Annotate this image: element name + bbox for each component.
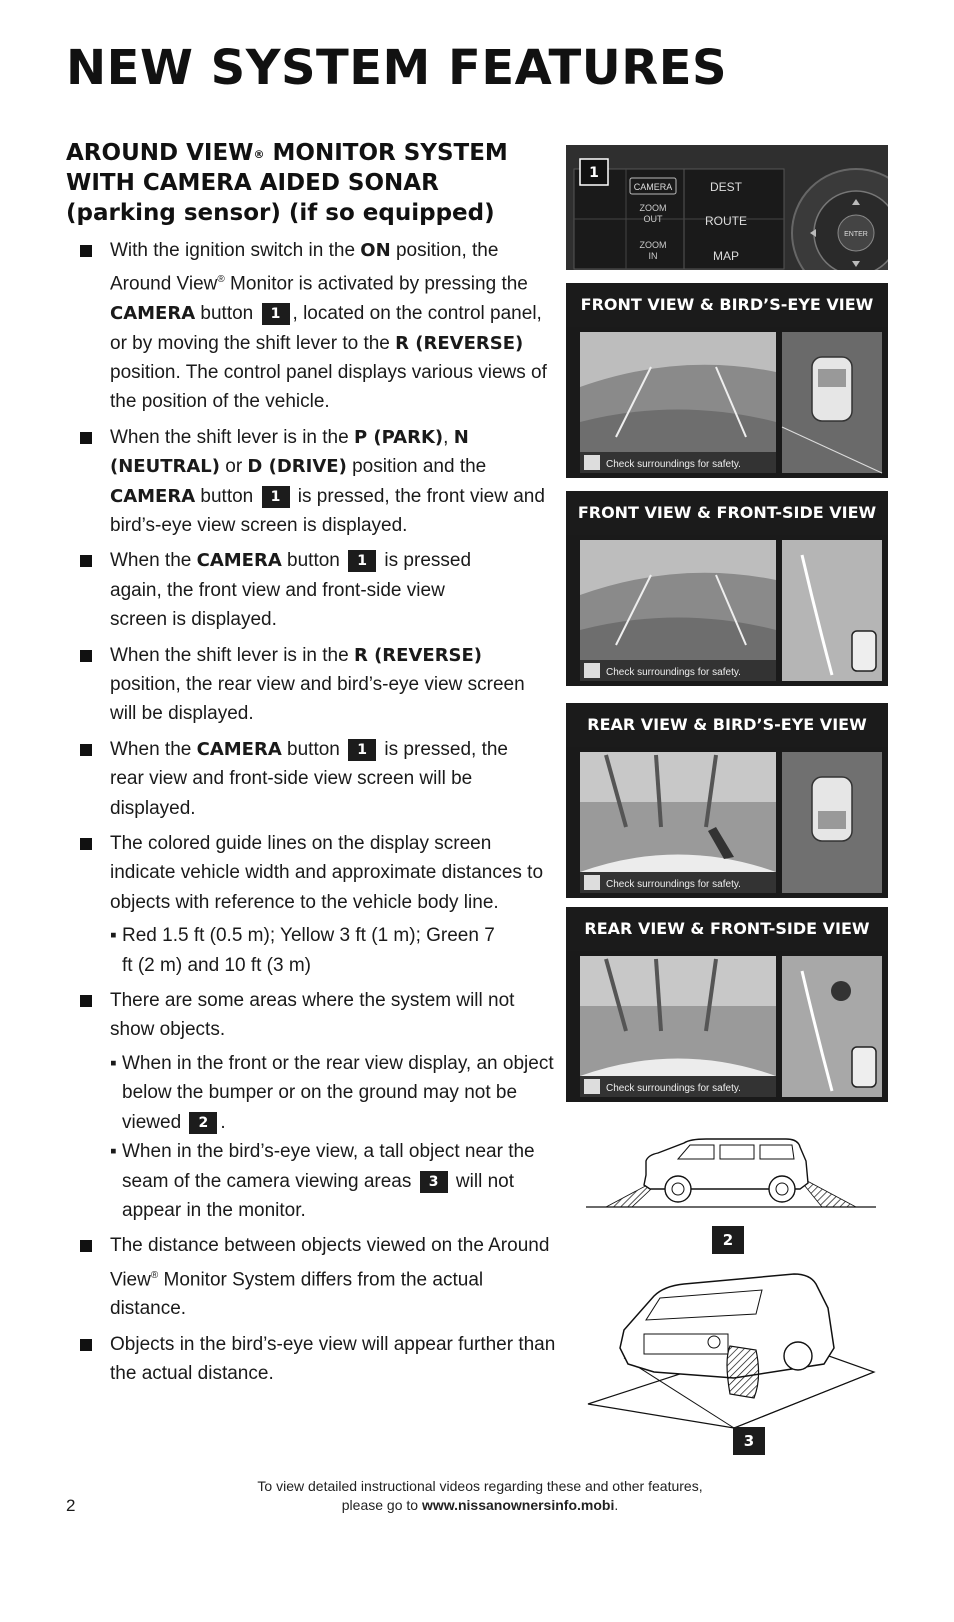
bullet-guide-lines: The colored guide lines on the display screen indicate vehicle width and approximate distances to objects with reference to the vehicle body line. xyxy=(78,829,556,917)
zoom-in-label-2: IN xyxy=(648,251,658,261)
feature-list xyxy=(78,236,556,1395)
bullet-reverse: When the shift lever is in the R (REVERSE) position, the rear view and bird’s-eye view screen will be displayed. xyxy=(78,641,556,729)
map-button-label: MAP xyxy=(712,249,740,263)
zoom-in-label-1: ZOOM xyxy=(639,240,667,250)
bullet-rear-side: When the CAMERA button 1 is pressed, the rear view and front-side view screen will be displayed. xyxy=(78,735,556,823)
callout-badge: 3 xyxy=(420,1171,448,1193)
callout-badge: 1 xyxy=(348,550,376,572)
page-title: NEW SYSTEM FEATURES xyxy=(66,40,728,96)
view-rear-birdseye xyxy=(566,703,888,898)
page-number: 2 xyxy=(66,1496,76,1515)
footer-line1: To view detailed instructional videos regarding these and other features, xyxy=(257,1478,703,1494)
guide-line-distances: ▪ Red 1.5 ft (0.5 m); Yellow 3 ft (1 m); Green 7 ft (2 m) and 10 ft (3 m) xyxy=(78,921,556,980)
view-caption: FRONT VIEW & FRONT-SIDE VIEW xyxy=(566,491,888,535)
zoom-out-label-1: ZOOM xyxy=(639,203,667,213)
dest-button-label: DEST xyxy=(709,180,743,194)
diagram-badge-2: 2 xyxy=(712,1226,744,1254)
diagram-badge-3: 3 xyxy=(733,1427,765,1455)
vehicle-perspective-diagram xyxy=(584,1268,880,1438)
control-panel-badge: 1 xyxy=(589,165,599,181)
vehicle-side-diagram xyxy=(586,1135,876,1215)
section-title-line2: WITH CAMERA AIDED SONAR xyxy=(66,170,439,196)
view-rear-frontside xyxy=(566,907,888,1102)
blind-area-bumper: ▪ When in the front or the rear view display, an object below the bumper or on the ground may not be viewed 2 . xyxy=(78,1049,556,1137)
safety-notice: Check surroundings for safety. xyxy=(606,879,741,890)
view-front-birdseye xyxy=(566,283,888,478)
safety-notice: Check surroundings for safety. xyxy=(606,1083,741,1094)
footer-note xyxy=(200,1477,760,1515)
view-front-frontside xyxy=(566,491,888,686)
callout-badge: 1 xyxy=(348,739,376,761)
callout-badge: 1 xyxy=(262,486,290,508)
bullet-birdseye-distance: Objects in the bird’s-eye view will appear further than the actual distance. xyxy=(78,1330,556,1389)
blind-area-seam: ▪ When in the bird’s-eye view, a tall object near the seam of the camera viewing areas 3 will not appear in the monitor. xyxy=(78,1137,556,1225)
callout-badge: 1 xyxy=(262,303,290,325)
enter-button-label: ENTER xyxy=(844,231,868,238)
callout-badge: 2 xyxy=(189,1112,217,1134)
bullet-front-birdseye: When the shift lever is in the P (PARK), N (NEUTRAL) or D (DRIVE) position and the CAMERA button 1 is pressed, the front view and bird’s-eye view screen is displayed. xyxy=(78,423,556,541)
section-title xyxy=(66,138,536,228)
owners-info-link[interactable]: www.nissanownersinfo.mobi xyxy=(421,1497,615,1513)
bullet-distance: The distance between objects viewed on the Around View® Monitor System differs from the actual distance. xyxy=(78,1231,556,1324)
zoom-out-label-2: OUT xyxy=(643,214,663,224)
route-button-label: ROUTE xyxy=(705,214,747,228)
section-title-line1: AROUND VIEW® MONITOR SYSTEM xyxy=(66,140,508,166)
footer-line2: please go to www.nissanownersinfo.mobi. xyxy=(341,1497,619,1513)
section-title-line3: (parking sensor) (if so equipped) xyxy=(66,200,495,226)
bullet-blind-areas: There are some areas where the system will not show objects. xyxy=(78,986,556,1045)
bullet-activation: With the ignition switch in the ON position, the Around View® Monitor is activated by pressing the CAMERA button 1 , located on the control panel, or by moving the shift lever to the R (REVERSE) position. The control panel displays various views of the position of the vehicle. xyxy=(78,236,556,417)
control-panel-photo xyxy=(566,145,888,270)
camera-button-label: CAMERA xyxy=(633,182,673,192)
bullet-front-side: When the CAMERA button 1 is pressed again, the front view and front-side view screen is displayed. xyxy=(78,546,556,634)
view-caption: REAR VIEW & BIRD’S-EYE VIEW xyxy=(566,703,888,747)
view-caption: REAR VIEW & FRONT-SIDE VIEW xyxy=(566,907,888,951)
safety-notice: Check surroundings for safety. xyxy=(606,459,741,470)
view-caption: FRONT VIEW & BIRD’S-EYE VIEW xyxy=(566,283,888,327)
safety-notice: Check surroundings for safety. xyxy=(606,667,741,678)
